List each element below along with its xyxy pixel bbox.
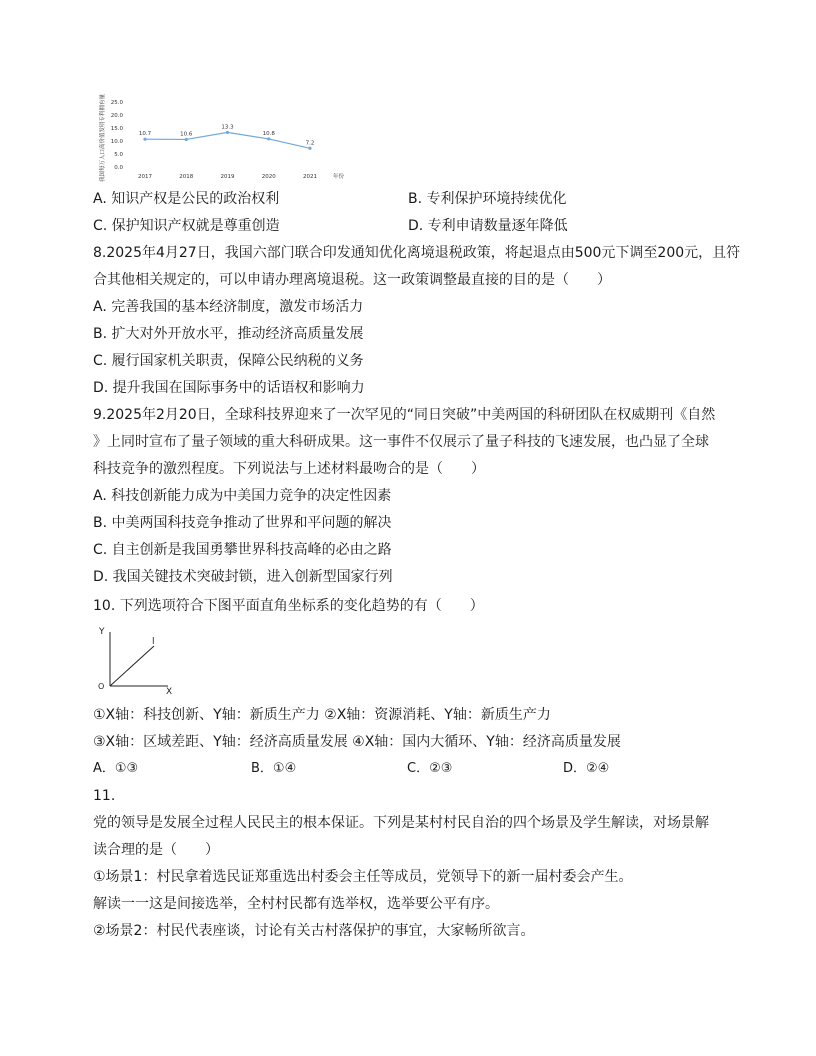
- graph-x-label: X: [166, 687, 173, 696]
- trend-line: [110, 646, 154, 686]
- q7-option-a: A. 知识产权是公民的政治权利: [93, 191, 280, 207]
- q9-option-a: A. 科技创新能力成为中美国力竞争的决定性因素: [93, 488, 392, 504]
- q10-items-line2: ③X轴：区域差距、Y轴：经济高质量发展 ④X轴：国内大循环、Y轴：经济高质量发展: [93, 734, 621, 750]
- data-point: [308, 147, 311, 150]
- q11-stem-line2: 读合理的是（ ）: [93, 842, 219, 858]
- data-label: 10.7: [138, 131, 152, 138]
- q11-interpretation1: 解读一一这是间接选举，全村村民都有选举权，选举要公平有序。: [93, 896, 499, 912]
- q7-option-b: B. 专利保护环境持续优化: [408, 191, 567, 207]
- data-point: [226, 131, 229, 134]
- coordinate-graph: [94, 622, 180, 696]
- y-tick-label: 10.0: [110, 139, 123, 145]
- graph-line-label: l: [152, 637, 155, 647]
- q10-items-line1: ①X轴：科技创新、Y轴：新质生产力 ②X轴：资源消耗、Y轴：新质生产力: [93, 707, 551, 723]
- y-tick-labels: [111, 100, 124, 171]
- q7-option-d: D. 专利申请数量逐年降低: [408, 218, 568, 234]
- q11-scene1: ①场景1：村民拿着选民证郑重选出村委会主任等成员，党领导下的新一届村委会产生。: [93, 869, 633, 885]
- q8-option-d: D. 提升我国在国际事务中的话语权和影响力: [93, 380, 365, 396]
- y-tick-label: 25.0: [110, 100, 123, 106]
- q7-option-c: C. 保护知识产权就是尊重创造: [93, 218, 280, 234]
- y-tick-label: 15.0: [110, 126, 123, 132]
- q11-number: 11.: [93, 788, 116, 804]
- x-tick-label: 2021: [303, 174, 317, 180]
- data-points: [143, 131, 311, 150]
- q10-option-b: B．①④: [251, 761, 297, 776]
- graph-y-label: Y: [99, 627, 105, 637]
- q9-stem-line3: 科技竞争的激烈程度。下列说法与上述材料最吻合的是（ ）: [93, 461, 485, 477]
- graph-origin-label: O: [98, 682, 105, 691]
- data-point: [143, 138, 146, 141]
- x-tick-label: 2019: [220, 174, 235, 180]
- q9-option-d: D. 我国关键技术突破封锁，进入创新型国家行列: [93, 569, 393, 585]
- q8-option-b: B. 扩大对外开放水平，推动经济高质量发展: [93, 326, 364, 342]
- data-point: [185, 138, 188, 141]
- chart-x-axis-label: 年份: [333, 174, 345, 180]
- q9-option-c: C. 自主创新是我国勇攀世界科技高峰的必由之路: [93, 542, 392, 558]
- data-label: 10.8: [262, 130, 275, 137]
- chart-y-axis-label: 我国每万人口高价值发明专利拥有量: [100, 93, 106, 183]
- q11-scene2: ②场景2：村民代表座谈，讨论有关古村落保护的事宜，大家畅所欲言。: [93, 923, 535, 939]
- y-tick-label: 5.0: [114, 152, 123, 158]
- q10-option-d: D．②④: [563, 761, 610, 776]
- x-tick-label: 2018: [179, 174, 194, 180]
- y-tick-label: 0.0: [114, 165, 123, 171]
- data-point: [267, 137, 270, 140]
- data-label: 7.2: [305, 140, 315, 147]
- q10-stem: 10. 下列选项符合下图平面直角坐标系的变化趋势的有（ ）: [93, 598, 484, 614]
- q8-option-a: A. 完善我国的基本经济制度，激发市场活力: [93, 299, 364, 315]
- q8-stem-line2: 合其他相关规定的，可以申请办理离境退税。这一政策调整最直接的目的是（ ）: [93, 272, 611, 288]
- q9-option-b: B. 中美两国科技竞争推动了世界和平问题的解决: [93, 515, 392, 531]
- x-tick-labels: [138, 174, 317, 180]
- y-tick-label: 20.0: [110, 113, 123, 119]
- q8-stem-line1: 8.2025年4月27日，我国六部门联合印发通知优化离境退税政策，将起退点由500元下调至200元，且符: [93, 245, 741, 261]
- q9-stem-line2: 》上同时宣布了量子领域的重大科研成果。这一事件不仅展示了量子科技的飞速发展，也凸显了全球: [93, 434, 709, 450]
- x-tick-label: 2020: [261, 174, 276, 180]
- series-line: [145, 132, 310, 148]
- q11-stem-line1: 党的领导是发展全过程人民民主的根本保证。下列是某村村民自治的四个场景及学生解读，对场景解: [93, 815, 709, 831]
- q8-option-c: C. 履行国家机关职责，保障公民纳税的义务: [93, 353, 364, 369]
- x-tick-label: 2017: [138, 174, 152, 180]
- data-label: 10.6: [180, 131, 193, 138]
- q10-option-a: A．①③: [93, 761, 139, 776]
- patent-line-chart: [95, 92, 355, 184]
- data-label: 13.3: [221, 124, 234, 131]
- q9-stem-line1: 9.2025年2月20日，全球科技界迎来了一次罕见的“同日突破”中美两国的科研团队在权威期刊《自然: [93, 407, 716, 423]
- q10-option-c: C．②③: [407, 761, 453, 776]
